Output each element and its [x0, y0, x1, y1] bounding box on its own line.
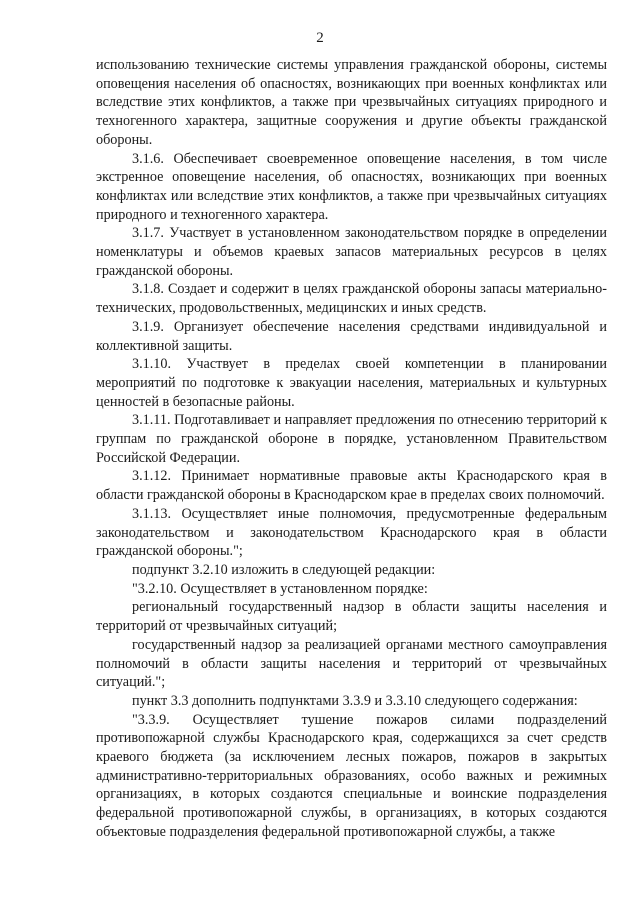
paragraph-3-1-12: 3.1.12. Принимает нормативные правовые акты Краснодарского края в области гражданской обороны в Краснодарском крае в пределах своих полномочий. [96, 468, 607, 504]
paragraph-3-1-11: 3.1.11. Подготавливает и направляет предложения по отнесению территорий к группам по гражданской обороне в порядке, установленном Правительством Российской Федерации. [96, 412, 607, 466]
paragraph-continuation: использованию технические системы управления гражданской обороны, системы оповещения населения об опасностях, возникающих при военных конфликтах или вследствие этих конфликтов, а также при чрезвычайных ситуациях природного и техногенного характера, защитные сооружения и другие объекты гражданской обороны. [96, 57, 607, 148]
paragraph-3-1-13: 3.1.13. Осуществляет иные полномочия, предусмотренные федеральным законодательством и законодательством Краснодарского края в области гражданской обороны."; [96, 505, 607, 560]
paragraph-state-supervision: государственный надзор за реализацией органами местного самоуправления полномочий в области защиты населения и территорий от чрезвычайных ситуаций."; [96, 636, 607, 691]
document-body [96, 56, 607, 842]
paragraph-3-1-8: 3.1.8. Создает и содержит в целях гражданской обороны запасы материально-технических, продовольственных, медицинских и иных средств. [96, 281, 607, 317]
paragraph-regional-supervision: региональный государственный надзор в области защиты населения и территорий от чрезвычайных ситуаций; [96, 599, 607, 635]
page-number: 2 [316, 30, 324, 46]
paragraph-3-1-10: 3.1.10. Участвует в пределах своей компетенции в планировании мероприятий по подготовке к эвакуации населения, материальных и культурных ценностей в безопасные районы. [96, 356, 607, 410]
paragraph-3-3-9: "3.3.9. Осуществляет тушение пожаров силами подразделений противопожарной службы Краснодарского края, содержащихся за счет средств краевого бюджета (за исключением лесных пожаров, пожаров в закрытых административно-территориальных образованиях, особо важных и режимных организациях, в которых создаются специальные и воинские подразделения федеральной противопожарной службы, в организациях, в которых создаются объектовые подразделения федеральной противопожарной службы, а также [96, 711, 607, 840]
paragraph-amend-3-2-10: подпункт 3.2.10 изложить в следующей редакции: [132, 561, 436, 578]
paragraph-3-2-10: "3.2.10. Осуществляет в установленном порядке: [132, 580, 428, 597]
paragraph-3-1-6: 3.1.6. Обеспечивает своевременное оповещение населения, в том числе экстренное оповещение населения, об опасностях, возникающих при военных конфликтах или вследствие этих конфликтов, а также при чрезвычайных ситуациях природного и техногенного характера. [96, 150, 607, 223]
paragraph-3-1-9: 3.1.9. Организует обеспечение населения средствами индивидуальной и коллективной защиты. [96, 318, 607, 354]
paragraph-3-1-7: 3.1.7. Участвует в установленном законодательством порядке в определении номенклатуры и объемов краевых запасов материальных ресурсов в целях гражданской обороны. [96, 225, 607, 279]
paragraph-amend-3-3: пункт 3.3 дополнить подпунктами 3.3.9 и 3.3.10 следующего содержания: [132, 692, 578, 709]
